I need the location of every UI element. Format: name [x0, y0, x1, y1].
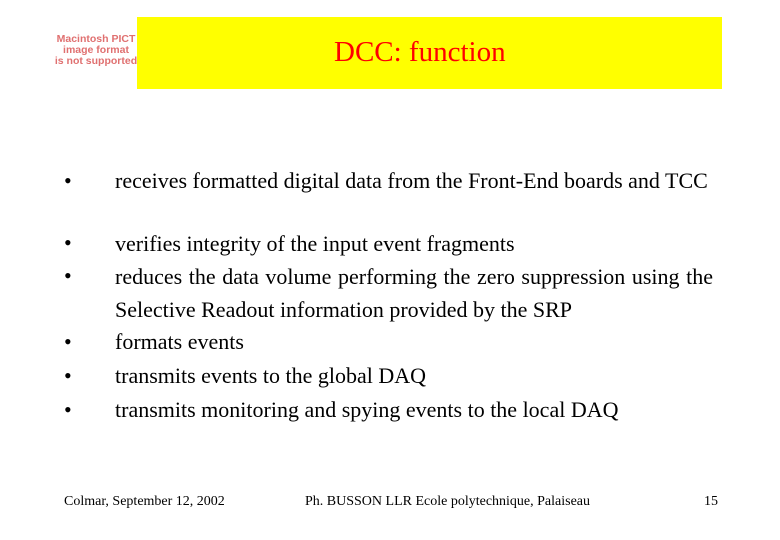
bullet-item: verifies integrity of the input event fragments — [115, 231, 515, 256]
bullet-dot: • — [64, 230, 72, 255]
bullet-dot: • — [64, 363, 72, 388]
placeholder-line: Macintosh PICT — [56, 32, 136, 45]
placeholder-line: image format — [63, 43, 129, 56]
bullet-item: transmits events to the global DAQ — [115, 363, 427, 388]
bullet-item: formats events — [115, 329, 244, 354]
page-number: 15 — [704, 494, 718, 509]
bullet-dot: • — [64, 168, 72, 193]
placeholder-line: is not supported — [54, 54, 138, 67]
footer-date: Colmar, September 12, 2002 — [64, 494, 225, 509]
unsupported-image-placeholder — [52, 24, 140, 76]
bullet-dot: • — [64, 397, 72, 422]
slide-title: DCC: function — [334, 36, 506, 68]
bullet-dot: • — [64, 329, 72, 354]
bullet-item: transmits monitoring and spying events to the local DAQ — [115, 397, 619, 422]
bullet-item: receives formatted digital data from the Front-End boards and TCC — [115, 168, 708, 193]
bullet-dot: • — [64, 263, 72, 288]
bullet-item: reduces the data volume performing the zero suppression using the Selective Readout information provided by the SRP — [115, 264, 713, 322]
footer-author: Ph. BUSSON LLR Ecole polytechnique, Palaiseau — [305, 494, 591, 509]
